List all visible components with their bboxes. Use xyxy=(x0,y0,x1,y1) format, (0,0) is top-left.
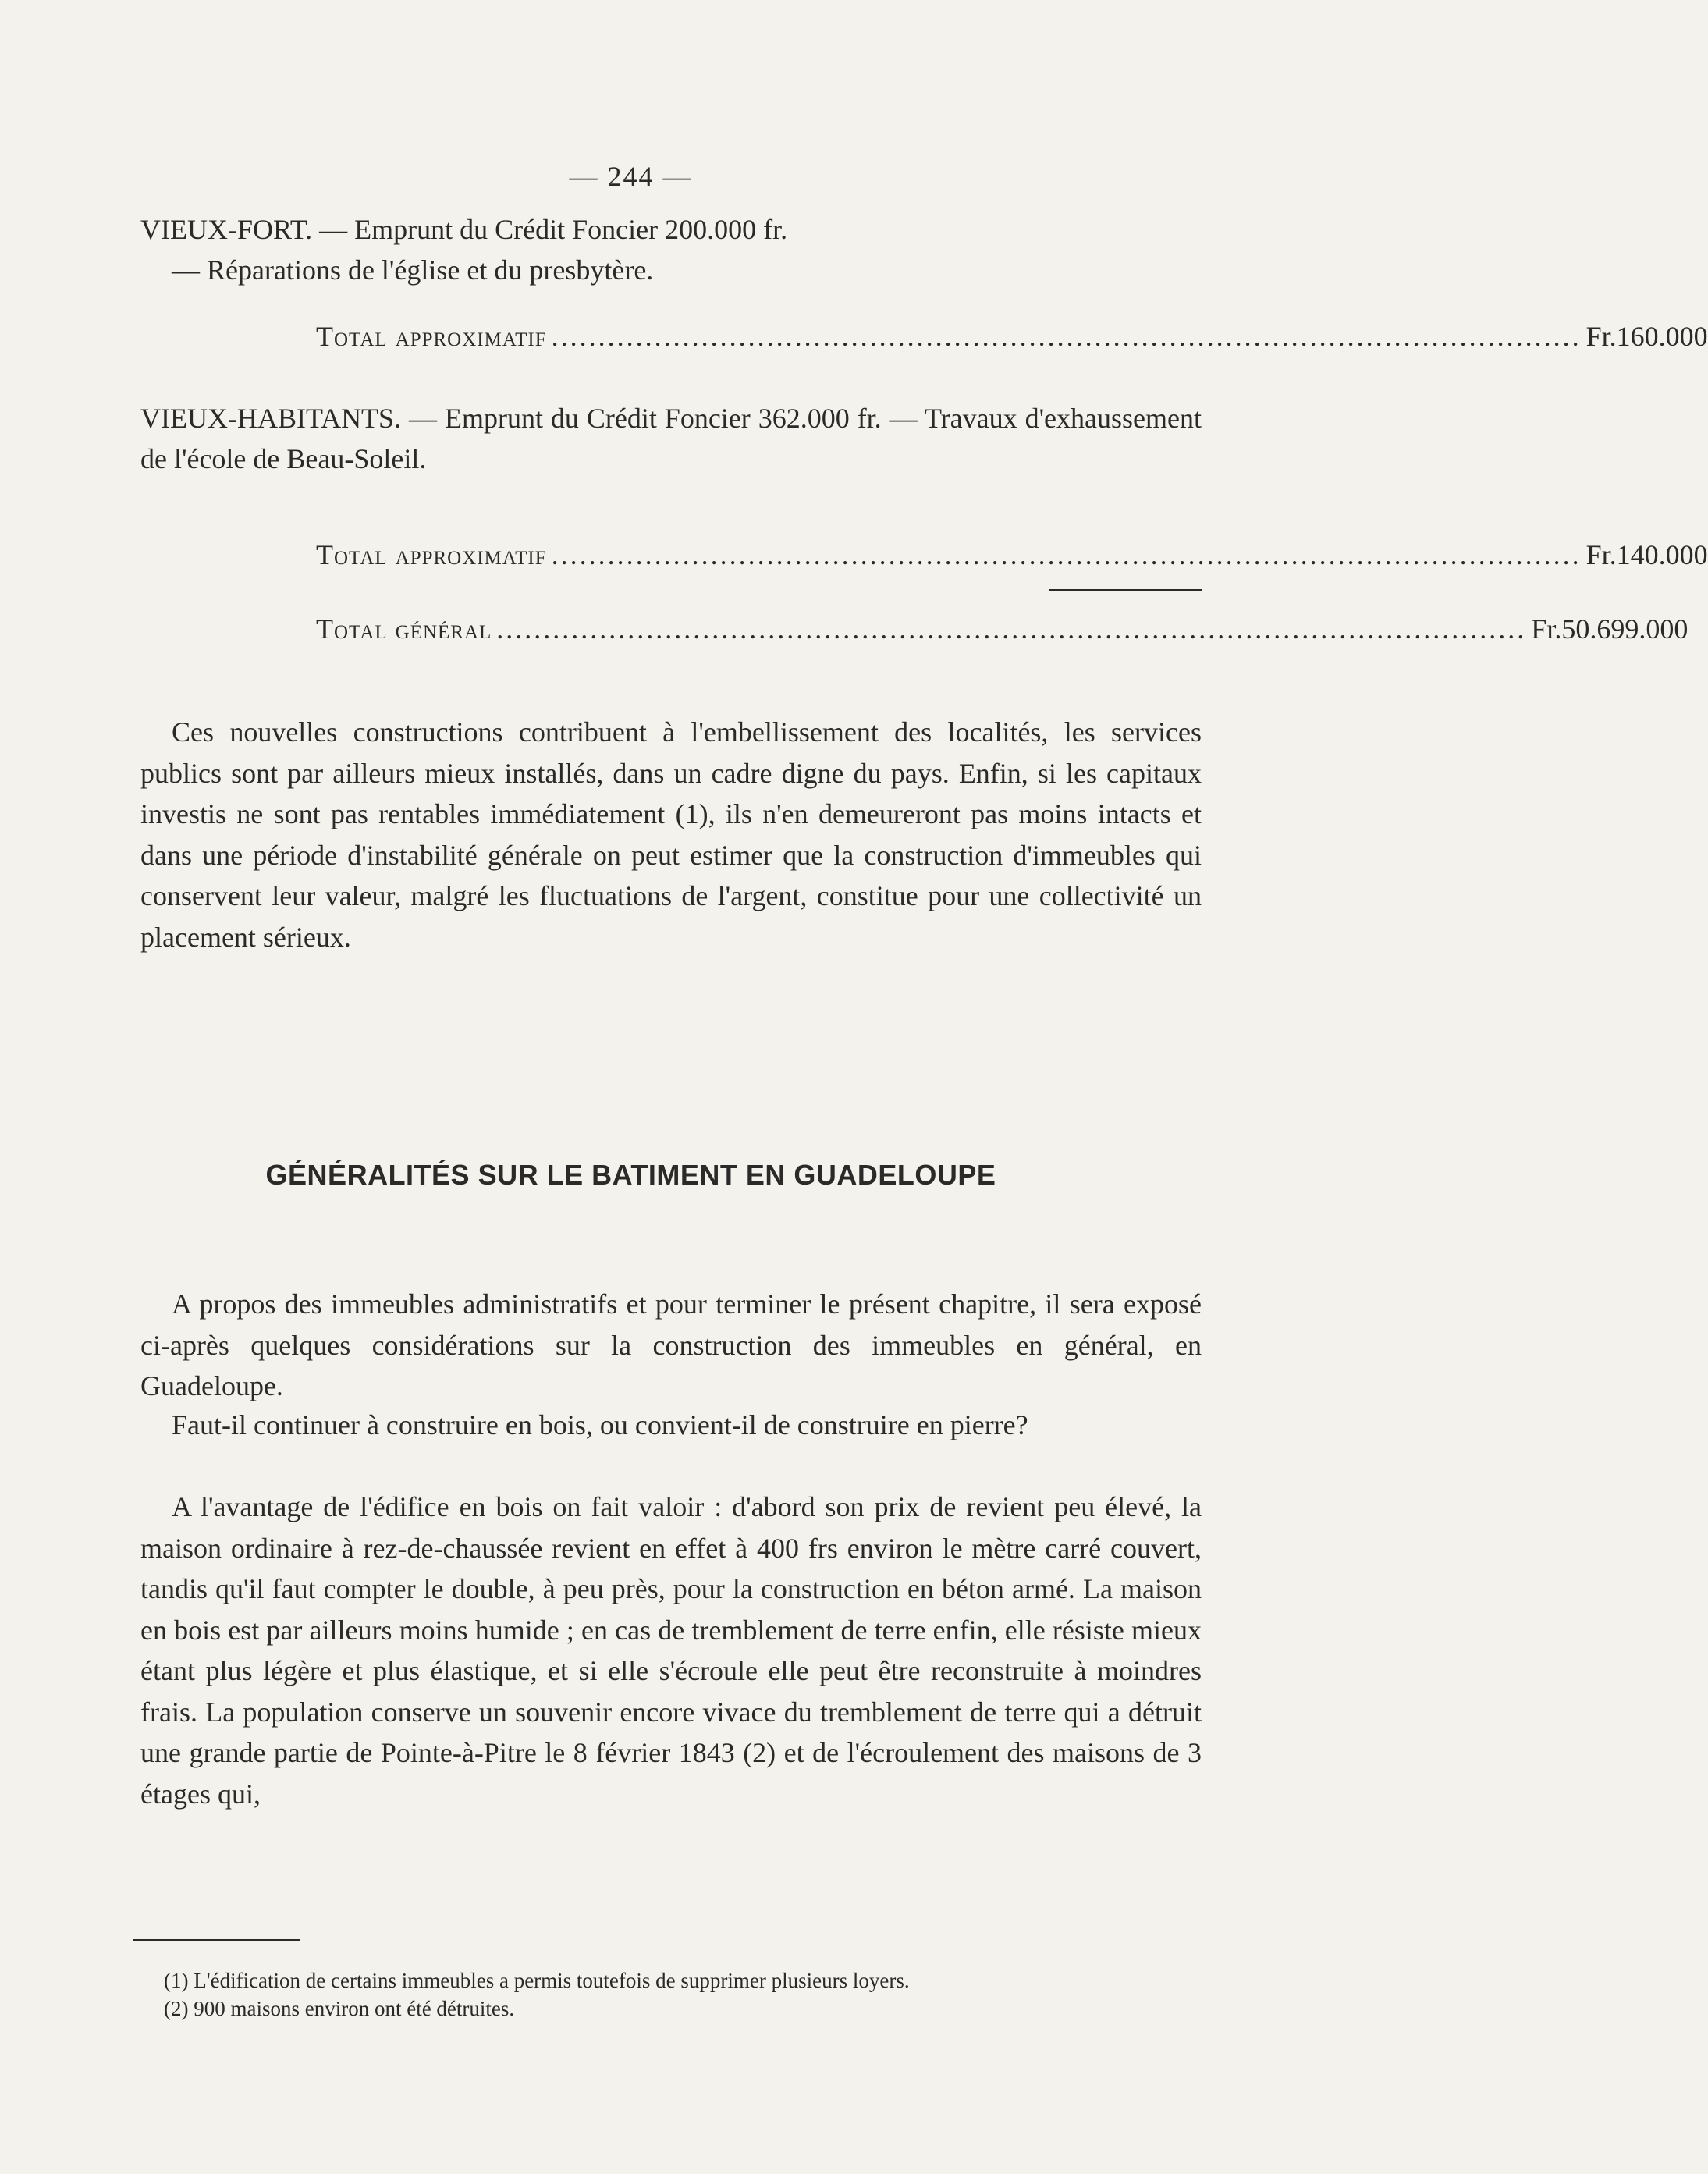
body-paragraph-3 xyxy=(140,1405,1202,1446)
entry-line: — Réparations de l'église et du presbytère. xyxy=(172,254,654,286)
grand-total-currency: Fr. xyxy=(1531,613,1562,645)
paragraph-text: A l'avantage de l'édifice en bois on fait valoir : d'abord son prix de revient peu élevé, la maison ordinaire à rez-de-chaussée revient en effet à 400 frs environ le mètre carré couvert, tandis qu'il faut compter le double, à peu près, pour la construction en béton armé. La maison en bois est par ailleurs moins humide ; en cas de tremblement de terre enfin, elle résiste mieux étant plus légère et plus élastique, et si elle s'écroule elle peut être reconstruite à moindres frais. La population conserve un souvenir encore vivace du tremblement de terre qui a détruit une grande partie de Pointe-à-Pitre le 8 février 1843 (2) et de l'écroulement des maisons de 3 étages qui, xyxy=(140,1491,1202,1810)
total-vieux-fort xyxy=(316,316,1708,357)
entry-line: VIEUX-FORT. — Emprunt du Crédit Foncier 200.000 fr. xyxy=(140,214,788,245)
entry-vieux-fort xyxy=(140,209,1202,290)
paragraph-text: Faut-il continuer à construire en bois, ou convient-il de construire en pierre? xyxy=(172,1409,1028,1440)
page-number: — 244 — xyxy=(569,161,693,192)
total-amount: 160.000 xyxy=(1616,321,1708,352)
entry-vieux-habitants xyxy=(140,398,1202,479)
paragraph-text: A propos des immeubles administratifs et pour terminer le présent chapitre, il sera exposé ci-après quelques considérations sur la construction des immeubles en général, en Guadeloupe. xyxy=(140,1288,1202,1401)
total-amount: 140.000 xyxy=(1616,539,1708,570)
footnote-1: (1) L'édification de certains immeubles a permis toutefois de supprimer plusieurs loyers. xyxy=(164,1969,910,1992)
sum-rule xyxy=(1049,589,1202,591)
dot-leader: .............................................................................................................. xyxy=(551,321,1582,352)
body-paragraph-2 xyxy=(140,1284,1202,1407)
paragraph-text: Ces nouvelles constructions contribuent à l'embellissement des localités, les services publics sont par ailleurs mieux installés, dans un cadre digne du pays. Enfin, si les capitaux investis ne sont pas rentables immédiatement (1), ils n'en demeureront pas moins intacts et dans une période d'instabilité générale on peut estimer que la construction d'immeubles qui conservent leur valeur, malgré les fluctuations de l'argent, constitue pour une collectivité un placement sérieux. xyxy=(140,716,1202,953)
total-label: Total approximatif xyxy=(316,539,547,570)
body-paragraph-4 xyxy=(140,1487,1202,1814)
grand-total-label: Total général xyxy=(316,613,492,645)
total-vieux-habitants xyxy=(316,535,1708,575)
footnote-2: (2) 900 maisons environ ont été détruites. xyxy=(164,1997,515,2020)
section-heading: GÉNÉRALITÉS SUR LE BATIMENT EN GUADELOUPE xyxy=(265,1159,996,1191)
body-paragraph-1 xyxy=(140,712,1202,957)
footnotes xyxy=(140,1966,1202,2023)
dot-leader: .............................................................................................................. xyxy=(551,539,1582,570)
total-currency: Fr. xyxy=(1585,321,1617,352)
footnote-rule xyxy=(133,1939,300,1941)
total-currency: Fr. xyxy=(1585,539,1617,570)
grand-total-amount: 50.699.000 xyxy=(1561,613,1688,645)
entry-line: VIEUX-HABITANTS. — Emprunt du Crédit Foncier 362.000 fr. — Travaux d'exhaussement de l'école de Beau-Soleil. xyxy=(140,403,1202,474)
grand-total xyxy=(316,609,1688,649)
total-label: Total approximatif xyxy=(316,321,547,352)
dot-leader: .............................................................................................................. xyxy=(496,613,1527,645)
